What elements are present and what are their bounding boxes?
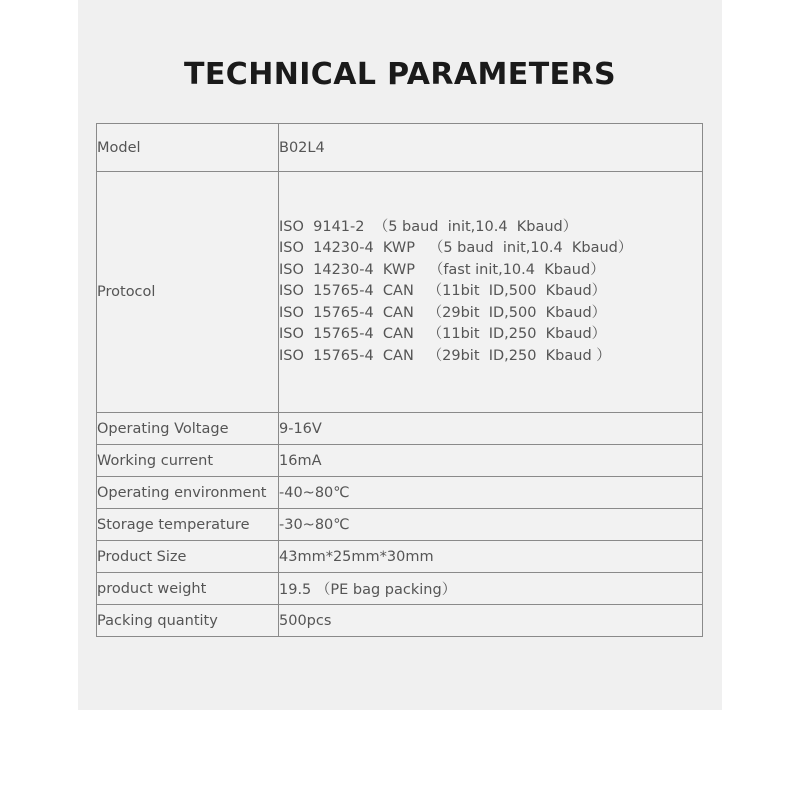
row-label: Storage temperature: [97, 509, 279, 541]
protocol-line: ISO 9141-2 （5 baud init,10.4 Kbaud）: [279, 218, 578, 235]
page-title: TECHNICAL PARAMETERS: [184, 57, 616, 92]
row-value-model: B02L4: [279, 124, 703, 172]
table-row-model: [97, 124, 703, 172]
row-value: 43mm*25mm*30mm: [279, 541, 703, 573]
row-value: -40~80℃: [279, 477, 703, 509]
row-value: 500pcs: [279, 605, 703, 637]
row-label: Operating environment: [97, 477, 279, 509]
table-row: [97, 413, 703, 445]
row-label: Product Size: [97, 541, 279, 573]
protocol-line: ISO 15765-4 CAN （11bit ID,250 Kbaud）: [279, 326, 607, 343]
row-value: 16mA: [279, 445, 703, 477]
row-value: 9-16V: [279, 413, 703, 445]
row-label: Packing quantity: [97, 605, 279, 637]
protocol-line: ISO 15765-4 CAN （11bit ID,500 Kbaud）: [279, 283, 607, 300]
table-row: [97, 605, 703, 637]
table-row: [97, 573, 703, 605]
protocol-line: ISO 15765-4 CAN （29bit ID,500 Kbaud）: [279, 304, 607, 321]
table-row: [97, 445, 703, 477]
protocol-line: ISO 15765-4 CAN （29bit ID,250 Kbaud ）: [279, 347, 611, 364]
row-value-protocol: [279, 172, 703, 413]
row-label-protocol: Protocol: [97, 172, 279, 413]
table-row: [97, 541, 703, 573]
protocol-line-list: [279, 217, 702, 367]
table-row-protocol: [97, 172, 703, 413]
row-value: 19.5 （PE bag packing）: [279, 573, 703, 605]
technical-parameters-table: [96, 123, 703, 637]
protocol-line: ISO 14230-4 KWP （5 baud init,10.4 Kbaud）: [279, 240, 633, 257]
row-label: product weight: [97, 573, 279, 605]
row-label: Working current: [97, 445, 279, 477]
table-body: [97, 124, 703, 637]
row-label-model: Model: [97, 124, 279, 172]
table-row: [97, 477, 703, 509]
table-row: [97, 509, 703, 541]
protocol-line: ISO 14230-4 KWP （fast init,10.4 Kbaud）: [279, 261, 605, 278]
row-value: -30~80℃: [279, 509, 703, 541]
row-label: Operating Voltage: [97, 413, 279, 445]
